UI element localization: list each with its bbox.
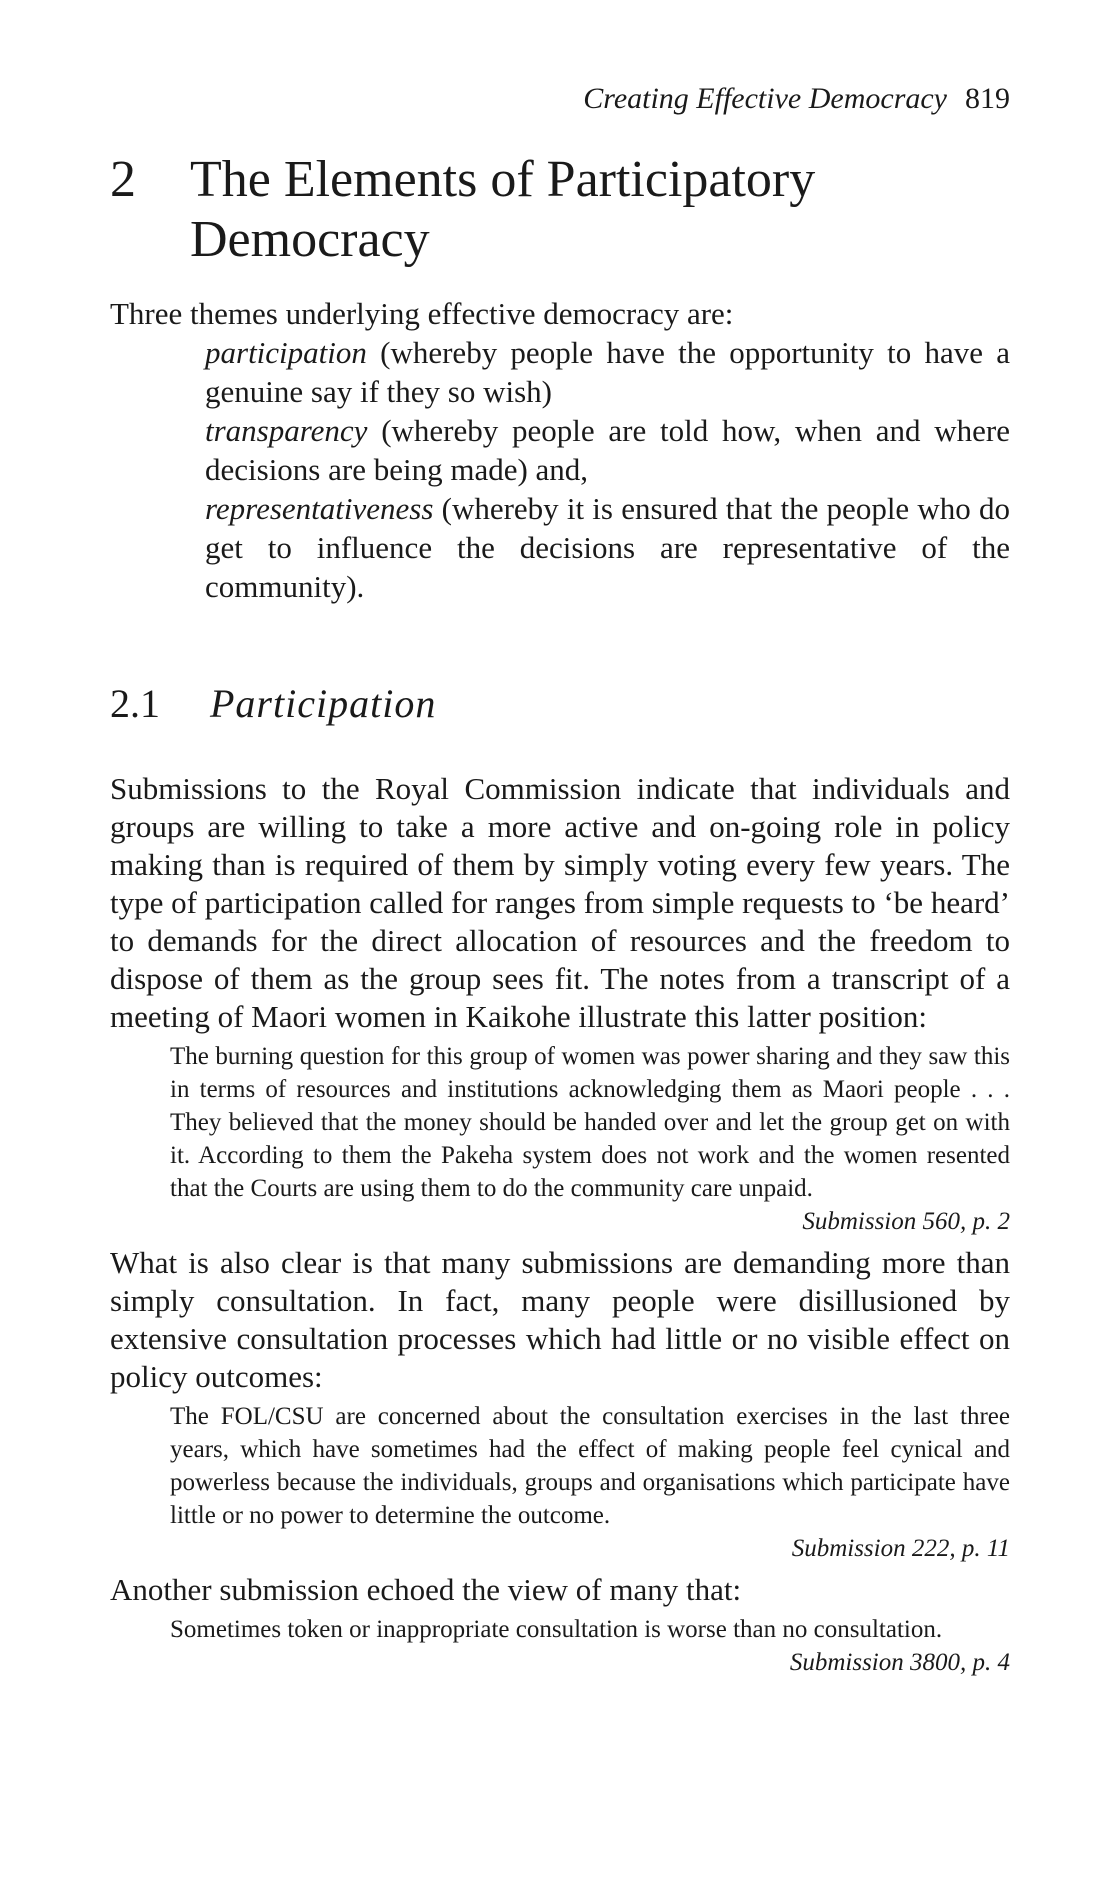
theme-text: (whereby people have the opportunity to have a genuine say if they so wish)	[205, 335, 1010, 409]
paragraph-1: Submissions to the Royal Commission indicate that individuals and groups are willing to take a more active and on-going role in policy making than is required of them by simply voting every few years. The type of participation called for ranges from simple requests to ‘be heard’ to demands for the direct allocation of resources and the freedom to dispose of them as the group sees fit. The notes from a transcript of a meeting of Maori women in Kaikohe illustrate this latter position:	[110, 771, 1010, 1034]
chapter-heading	[110, 150, 910, 270]
section-heading	[110, 680, 436, 727]
quote-text: Sometimes token or inappropriate consultation is worse than no consultation.	[170, 1616, 943, 1643]
chapter-number: 2	[110, 151, 136, 208]
theme-list	[205, 333, 1010, 606]
running-head	[583, 82, 1010, 116]
block-quote-3	[170, 1613, 1010, 1679]
chapter-title: The Elements of Participatory Democracy	[190, 151, 816, 268]
quote-text: The FOL/CSU are concerned about the consultation exercises in the last three years, which have sometimes had the effect of making people feel cynical and powerless because the individuals, groups and organisations which participate have little or no power to determine the outcome.	[170, 1403, 1010, 1529]
section-body	[110, 770, 1010, 1685]
quote-text: The burning question for this group of women was power sharing and they saw this in terms of resources and institutions acknowledging them as Maori people . . . They believed that the money should be handed over and let the group get on with it. According to them the Pakeha system does not work and the women resented that the Courts are using them to do the community care unpaid.	[170, 1043, 1010, 1202]
theme-term: transparency	[205, 413, 368, 448]
paragraph-2: What is also clear is that many submissions are demanding more than simply consultation. In fact, many people were disillusioned by extensive consultation processes which had little or no visible effect on policy outcomes:	[110, 1245, 1010, 1394]
quote-citation: Submission 3800, p. 4	[789, 1649, 1010, 1676]
theme-item	[205, 333, 1010, 411]
theme-item	[205, 489, 1010, 606]
section-title: Participation	[210, 681, 437, 726]
section-number: 2.1	[110, 681, 160, 726]
quote-citation: Submission 560, p. 2	[802, 1208, 1010, 1235]
theme-text: (whereby it is ensured that the people who do get to influence the decisions are representative of the community).	[205, 491, 1010, 604]
intro	[110, 295, 1010, 606]
theme-term: participation	[205, 335, 367, 370]
block-quote-2	[170, 1400, 1010, 1565]
running-head-title: Creating Effective Democracy	[583, 82, 947, 115]
theme-text: (whereby people are told how, when and where decisions are being made) and,	[205, 413, 1010, 487]
quote-citation: Submission 222, p. 11	[791, 1535, 1010, 1562]
block-quote-1	[170, 1040, 1010, 1238]
paragraph-3: Another submission echoed the view of many that:	[110, 1572, 742, 1607]
theme-term: representativeness	[205, 491, 434, 526]
theme-item	[205, 411, 1010, 489]
page-number: 819	[965, 82, 1010, 115]
intro-lead: Three themes underlying effective democracy are:	[110, 296, 734, 331]
